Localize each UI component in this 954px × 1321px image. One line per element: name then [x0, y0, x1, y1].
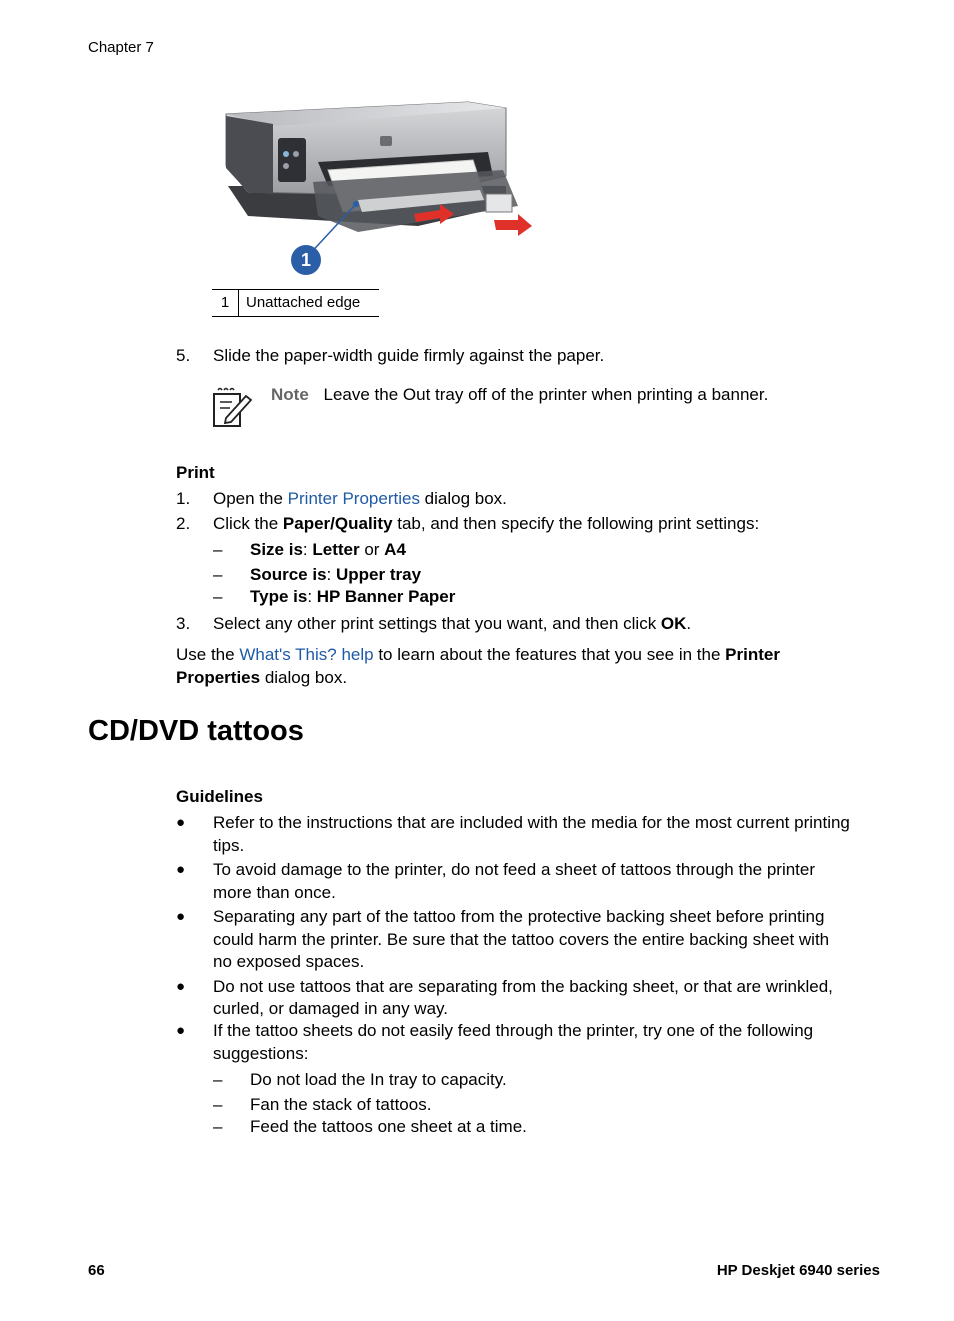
suggestion-text: Fan the stack of tattoos.	[250, 1095, 432, 1114]
step-number: 3.	[176, 614, 191, 633]
step-number: 2.	[176, 514, 191, 533]
setting-value: Upper tray	[336, 565, 422, 584]
paragraph-text: Use the	[176, 645, 240, 664]
setting-value: A4	[384, 540, 406, 559]
bullet-text: Do not use tattoos that are separating from the backing sheet, or that are wrinkled,	[213, 977, 833, 996]
bullet: ●	[176, 978, 186, 995]
suggestion-text: Do not load the In tray to capacity.	[250, 1070, 507, 1089]
separator: :	[307, 587, 317, 606]
dash: –	[213, 565, 223, 584]
bullet: ●	[176, 908, 186, 925]
whats-this-help-link[interactable]: What's This? help	[239, 645, 374, 664]
bullet-text: suggestions:	[213, 1044, 309, 1063]
figure-legend	[212, 289, 379, 317]
step-text: .	[686, 614, 692, 633]
dash: –	[213, 1117, 223, 1136]
print-heading: Print	[176, 463, 215, 482]
dash: –	[213, 587, 223, 606]
setting-value: HP Banner Paper	[316, 587, 456, 606]
dash: –	[213, 540, 223, 559]
note-text: Leave the Out tray off of the printer when printing a banner.	[323, 385, 769, 404]
paragraph-text: dialog box.	[260, 668, 348, 687]
note-icon	[212, 386, 254, 430]
step-number: 5.	[176, 346, 191, 365]
bullet: ●	[176, 861, 186, 878]
footer-product: HP Deskjet 6940 series	[716, 1262, 880, 1279]
step-number: 1.	[176, 489, 191, 508]
suggestion-text: Feed the tattoos one sheet at a time.	[250, 1117, 527, 1136]
printer-properties-link[interactable]: Printer Properties	[287, 489, 420, 508]
section-title: CD/DVD tattoos	[88, 715, 304, 747]
paper-quality-tab-name: Paper/Quality	[282, 514, 393, 533]
setting-label: Source is	[250, 565, 327, 584]
setting-value: Letter	[312, 540, 360, 559]
note	[271, 384, 768, 406]
legend-number: 1	[212, 290, 239, 316]
step-text: Select any other print settings that you want, and then click	[213, 614, 661, 633]
paragraph-text: to learn about the features that you see in the	[373, 645, 726, 664]
legend-label: Unattached edge	[246, 294, 361, 311]
separator: :	[326, 565, 336, 584]
step-text: tab, and then specify the following print settings:	[392, 514, 760, 533]
bullet-text: could harm the printer. Be sure that the tattoo covers the entire backing sheet with	[213, 930, 830, 949]
chapter-header: Chapter 7	[88, 39, 154, 56]
step-text: dialog box.	[419, 489, 507, 508]
bullet-text: Refer to the instructions that are included with the media for the most current printing	[213, 813, 850, 832]
printer-properties-name: Printer	[725, 645, 780, 664]
step-text: Click the	[213, 514, 283, 533]
bullet-text: more than once.	[213, 883, 336, 902]
bullet-text: To avoid damage to the printer, do not feed a sheet of tattoos through the printer	[213, 860, 816, 879]
bullet-text: Separating any part of the tattoo from the protective backing sheet before printing	[213, 907, 825, 926]
printer-illustration	[218, 96, 538, 278]
bullet-text: no exposed spaces.	[213, 952, 365, 971]
separator: :	[302, 540, 313, 559]
guidelines-heading: Guidelines	[176, 787, 263, 806]
whats-this-paragraph	[176, 643, 856, 689]
callout-1-badge	[291, 245, 321, 275]
callout-number: 1	[300, 250, 311, 270]
bullet-text: If the tattoo sheets do not easily feed through the printer, try one of the following	[213, 1021, 814, 1040]
ok-button-name: OK	[660, 614, 687, 633]
dash: –	[213, 1070, 223, 1089]
or-text: or	[359, 540, 385, 559]
bullet: ●	[176, 1022, 186, 1039]
bullet-text: tips.	[213, 836, 245, 855]
dash: –	[213, 1095, 223, 1114]
bullet: ●	[176, 814, 186, 831]
printer-properties-name: Properties	[176, 668, 261, 687]
setting-label: Type is	[250, 587, 308, 606]
page-number: 66	[88, 1262, 105, 1279]
setting-label: Size is	[250, 540, 303, 559]
bullet-text: curled, or damaged in any way.	[213, 999, 448, 1018]
step-text: Slide the paper-width guide firmly against the paper.	[213, 346, 605, 365]
step-text: Open the	[213, 489, 288, 508]
note-label: Note	[271, 385, 309, 404]
